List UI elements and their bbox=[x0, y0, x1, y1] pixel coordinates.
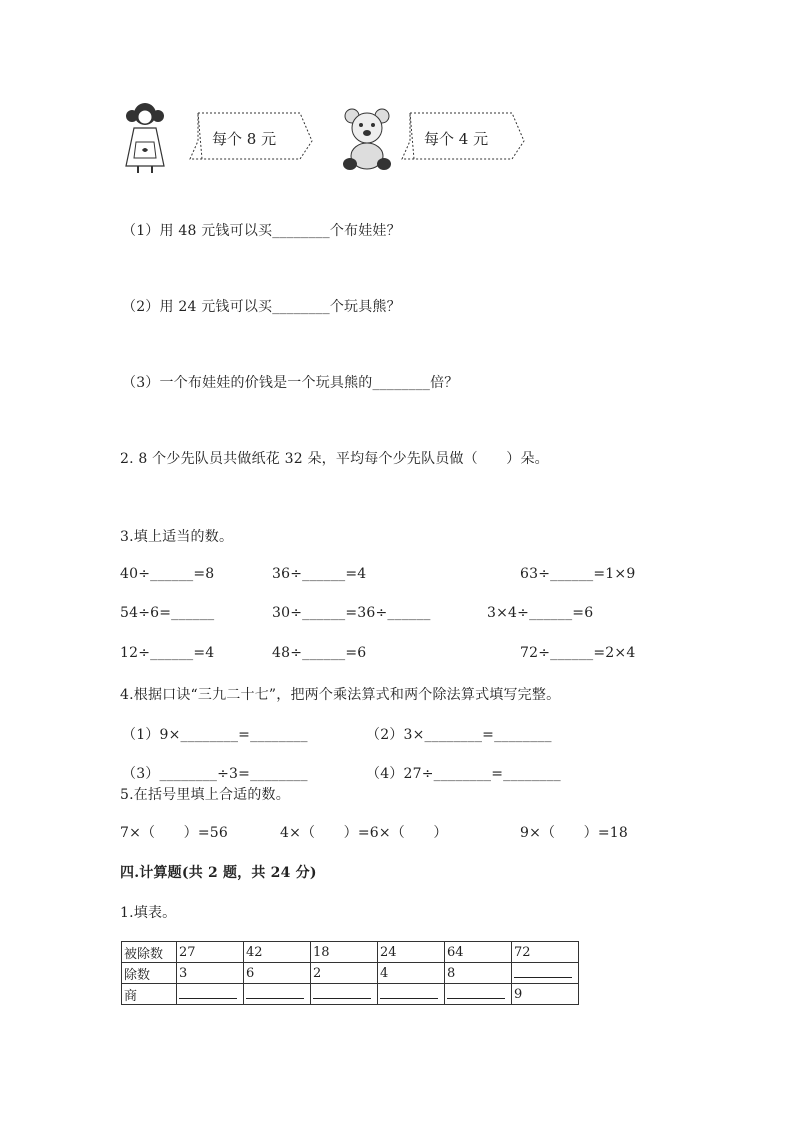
q1-part2: （2）用 24 元钱可以买________个玩具熊？ bbox=[122, 299, 401, 315]
table-cell-blank[interactable] bbox=[512, 963, 579, 984]
q4-item4: （4）27÷________=________ bbox=[366, 766, 561, 782]
doll-illustration bbox=[120, 100, 170, 175]
q5-item3: 9×（ ）=18 bbox=[520, 825, 628, 841]
answer-blank[interactable] bbox=[246, 986, 304, 999]
answer-blank[interactable] bbox=[447, 986, 505, 999]
q1-part1: （1）用 48 元钱可以买________个布娃娃？ bbox=[122, 223, 401, 239]
q3-r2c1: 54÷6=______ bbox=[120, 605, 215, 621]
q3-r1c2: 36÷______=4 bbox=[272, 566, 367, 582]
q4-item2: （2）3×________=________ bbox=[366, 727, 552, 743]
table-cell: 6 bbox=[244, 963, 311, 984]
q3-r2c3: 3×4÷______=6 bbox=[487, 605, 594, 621]
answer-blank[interactable] bbox=[313, 986, 371, 999]
bear-price-label: 每个 4 元 bbox=[424, 130, 489, 148]
table-cell: 72 bbox=[512, 942, 579, 963]
q3-r3c3: 72÷______=2×4 bbox=[520, 645, 636, 661]
answer-blank[interactable] bbox=[380, 986, 438, 999]
table-row bbox=[122, 984, 579, 1005]
section4-q1-title: 1.填表。 bbox=[120, 905, 177, 921]
table-cell-blank[interactable] bbox=[378, 984, 445, 1005]
q4-title: 4.根据口诀“三九二十七”，把两个乘法算式和两个除法算式填写完整。 bbox=[120, 687, 561, 703]
doll-price-label: 每个 8 元 bbox=[212, 130, 277, 148]
q5-item1: 7×（ ）=56 bbox=[120, 825, 228, 841]
table-cell-blank[interactable] bbox=[445, 984, 512, 1005]
table-cell-blank[interactable] bbox=[311, 984, 378, 1005]
q3-r3c1: 12÷______=4 bbox=[120, 645, 215, 661]
answer-blank[interactable] bbox=[179, 986, 237, 999]
table-cell: 64 bbox=[445, 942, 512, 963]
table-row bbox=[122, 942, 579, 963]
q1-part3: （3）一个布娃娃的价钱是一个玩具熊的________倍？ bbox=[122, 375, 459, 391]
doll-price-tag bbox=[188, 111, 314, 161]
division-table bbox=[121, 941, 579, 1005]
q3-r3c2: 48÷______=6 bbox=[272, 645, 367, 661]
table-cell: 9 bbox=[512, 984, 579, 1005]
bear-price-tag bbox=[400, 111, 526, 161]
q3-r2c2: 30÷______=36÷______ bbox=[272, 605, 431, 621]
q3-r1c3: 63÷______=1×9 bbox=[520, 566, 636, 582]
q3-r1c1: 40÷______=8 bbox=[120, 566, 215, 582]
q5-title: 5.在括号里填上合适的数。 bbox=[120, 787, 290, 803]
answer-blank[interactable] bbox=[514, 965, 572, 978]
q4-item1: （1）9×________=________ bbox=[122, 727, 308, 743]
table-cell: 3 bbox=[177, 963, 244, 984]
q3-title: 3.填上适当的数。 bbox=[120, 529, 234, 545]
table-cell: 18 bbox=[311, 942, 378, 963]
q4-item3: （3）________÷3=________ bbox=[122, 766, 308, 782]
table-cell: 27 bbox=[177, 942, 244, 963]
table-row bbox=[122, 963, 579, 984]
q5-item2: 4×（ ）=6×（ ） bbox=[280, 825, 448, 841]
teddy-bear-illustration bbox=[340, 106, 395, 174]
table-cell: 2 bbox=[311, 963, 378, 984]
table-cell: 4 bbox=[378, 963, 445, 984]
table-cell: 8 bbox=[445, 963, 512, 984]
section4-title: 四.计算题(共 2 题，共 24 分) bbox=[120, 865, 317, 881]
row-label-dividend: 被除数 bbox=[122, 942, 177, 963]
row-label-quotient: 商 bbox=[122, 984, 177, 1005]
table-cell: 24 bbox=[378, 942, 445, 963]
row-label-divisor: 除数 bbox=[122, 963, 177, 984]
table-cell-blank[interactable] bbox=[244, 984, 311, 1005]
q2-text: 2. 8 个少先队员共做纸花 32 朵，平均每个少先队员做（ ）朵。 bbox=[120, 451, 549, 467]
table-cell-blank[interactable] bbox=[177, 984, 244, 1005]
table-cell: 42 bbox=[244, 942, 311, 963]
